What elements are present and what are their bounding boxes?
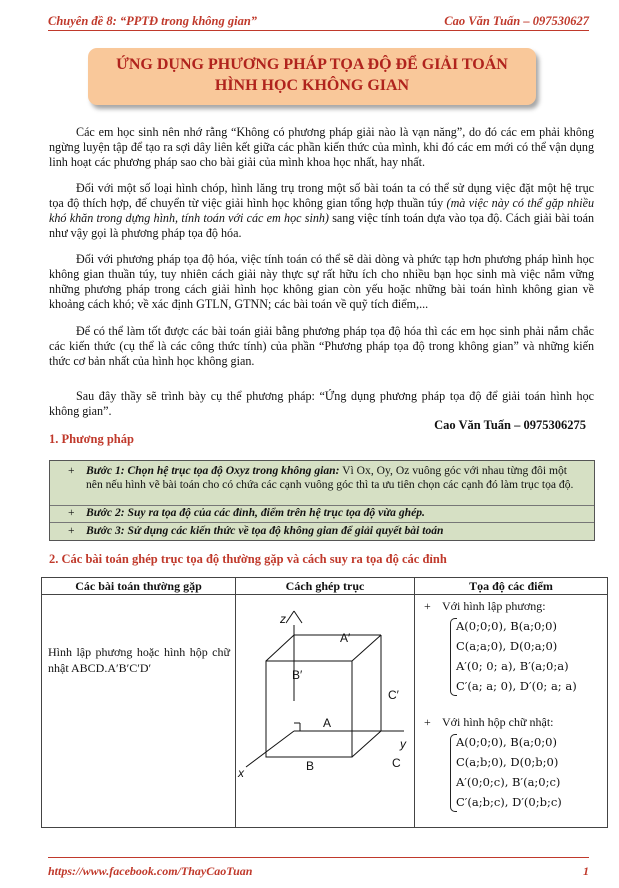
box-heading: Với hình hộp chữ nhật:	[442, 715, 554, 729]
header-coordinates: Tọa độ các điểm	[469, 579, 553, 593]
edge-c-d	[352, 731, 381, 757]
label-c-prime: C′	[388, 688, 399, 702]
step-3	[50, 522, 594, 540]
cube-line-3: A′(0; 0; a), B′(a;0;a)	[456, 659, 569, 673]
label-a-prime: A′	[340, 631, 351, 645]
cube-line-4: C′(a; a; 0), D′(0; a; a)	[456, 679, 577, 693]
paragraph-2-italic: (mà việc này có thể gặp nhiều khó khăn trong dựng hình, tính toán với các em học sinh)	[49, 196, 594, 225]
label-z: z	[280, 612, 286, 626]
paragraph-3: Đối với phương pháp tọa độ hóa, việc tính toán có thể sẽ dài dòng và phức tạp hơn phương pháp hình học không gian thuần túy, tuy nhiên cách giải này thực sự rất hữu ích cho nhiều bạn học sinh mà việc nắm vững những phương pháp trong cách giải hình học không gian còn yếu hoặc những bài toán hình không gian về khoảng cách khó; về xác định GTLN, GTNN; các bài toán về quỹ tích điểm,...	[49, 252, 594, 311]
column-divider-2	[414, 578, 415, 827]
cube-heading: Với hình lập phương:	[442, 599, 546, 613]
paragraph-1: Các em học sinh nên nhớ rằng “Không có phương pháp giải nào là vạn năng”, do đó các em phải không ngừng luyện tập để tạo ra sợi dây liên kết giữa các phần kiến thức của mình, khi đó các em mới có thể vận dụng linh hoạt các phương pháp sao cho bài giải của mình khoa học nhất, hay nhất.	[49, 125, 594, 169]
step-1	[50, 461, 594, 506]
table-header-row	[42, 578, 607, 595]
step-3-text: Bước 3: Sử dụng các kiến thức về tọa độ không gian để giải quyết bài toán	[86, 524, 444, 537]
step-1-body: Vì Ox, Oy, Oz vuông góc với nhau từng đôi một nên nếu hình vẽ bài toán cho có chứa các cạnh vuông góc thì ta ưu tiên chọn các cạnh đó làm trục tọa độ.	[86, 464, 574, 491]
box-line-3: A′(0;0;c), B′(a;0;c)	[456, 775, 561, 789]
step-2-bullet: +	[68, 506, 75, 519]
coordinates-table	[41, 577, 608, 828]
header-problems: Các bài toán thường gặp	[75, 579, 202, 593]
box-line-2: C(a;b;0), D(0;b;0)	[456, 755, 559, 769]
cube-line-1: A(0;0;0), B(a;0;0)	[456, 619, 557, 633]
page-header	[48, 12, 589, 31]
page-footer	[48, 857, 589, 878]
step-2	[50, 505, 594, 523]
header-topic: Chuyên đề 8: “PPTĐ trong không gian”	[48, 14, 258, 28]
paragraph-2-part-c: sang việc tính toán dựa vào tọa độ. Cách giải bài toán như vậy gọi là phương pháp tọa độ hóa.	[49, 211, 594, 240]
z-axis-arrow-left	[286, 611, 294, 623]
page-number: 1	[583, 864, 589, 878]
edge-a1-b1	[266, 635, 294, 661]
step-2-text: Bước 2: Suy ra tọa độ của các đỉnh, điểm trên hệ trục tọa độ vừa ghép.	[86, 506, 425, 519]
paragraph-5: Sau đây thầy sẽ trình bày cụ thể phương pháp: “Ứng dụng phương pháp tọa độ để giải toán hình học không gian”.	[49, 389, 594, 418]
step-1-text	[86, 464, 586, 492]
problem-cell: Hình lập phương hoặc hình hộp chữ nhật ABCD.A′B′C′D′	[48, 645, 230, 675]
step-1-bullet: +	[68, 464, 75, 477]
paragraph-4: Để có thể làm tốt được các bài toán giải bằng phương pháp tọa độ hóa thì các em học sinh phải nắm chắc các kiến thức (cụ thể là các công thức tính) của phần “Phương pháp tọa độ trong không gian” và những kiến thức cơ bản nhất của hình học không gian.	[49, 324, 594, 368]
x-axis	[246, 731, 294, 767]
steps-box	[49, 460, 595, 541]
box-line-1: A(0;0;0), B(a;0;0)	[456, 735, 557, 749]
z-axis-arrow-right	[294, 611, 302, 623]
footer-link[interactable]: https://www.facebook.com/ThayCaoTuan	[48, 864, 253, 878]
title-line-2: HÌNH HỌC KHÔNG GIAN	[214, 77, 410, 94]
paragraph-2	[49, 181, 594, 241]
signature: Cao Văn Tuấn – 0975306275	[434, 418, 586, 432]
title-line-1: ỨNG DỤNG PHƯƠNG PHÁP TỌA ĐỘ ĐỂ GIẢI TOÁN	[116, 56, 508, 73]
section-1-heading: 1. Phương pháp	[49, 432, 134, 446]
paragraph-2-part-a: Đối với một số loại hình chóp, hình lăng trụ trong một số bài toán ta có thể sử dụng việc đặt một hệ trục tọa độ thích hợp, để chuyển từ việc giải hình học không gian tổng hợp thuần túy	[49, 181, 594, 210]
box-plus: +	[424, 715, 431, 729]
label-b: B	[306, 759, 315, 773]
header-axes: Cách ghép trục	[285, 579, 365, 593]
edge-d1-c1	[352, 635, 381, 661]
label-x: x	[238, 766, 244, 780]
label-y: y	[400, 737, 406, 751]
step-1-label: Bước 1: Chọn hệ trục tọa độ Oxyz trong không gian:	[86, 464, 340, 477]
title-box	[88, 48, 536, 105]
label-c: C	[392, 756, 401, 770]
cube-line-2: C(a;a;0), D(0;a;0)	[456, 639, 558, 653]
section-2-heading: 2. Các bài toán ghép trục tọa độ thường gặp và cách suy ra tọa độ các đỉnh	[49, 552, 447, 566]
cube-plus: +	[424, 599, 431, 613]
label-b-prime: B′	[292, 668, 303, 682]
label-a: A	[323, 716, 332, 730]
box-line-4: C′(a;b;c), D′(0;b;c)	[456, 795, 562, 809]
step-3-bullet: +	[68, 524, 75, 537]
header-author: Cao Văn Tuấn – 097530627	[444, 14, 589, 28]
cube-diagram	[236, 595, 414, 827]
